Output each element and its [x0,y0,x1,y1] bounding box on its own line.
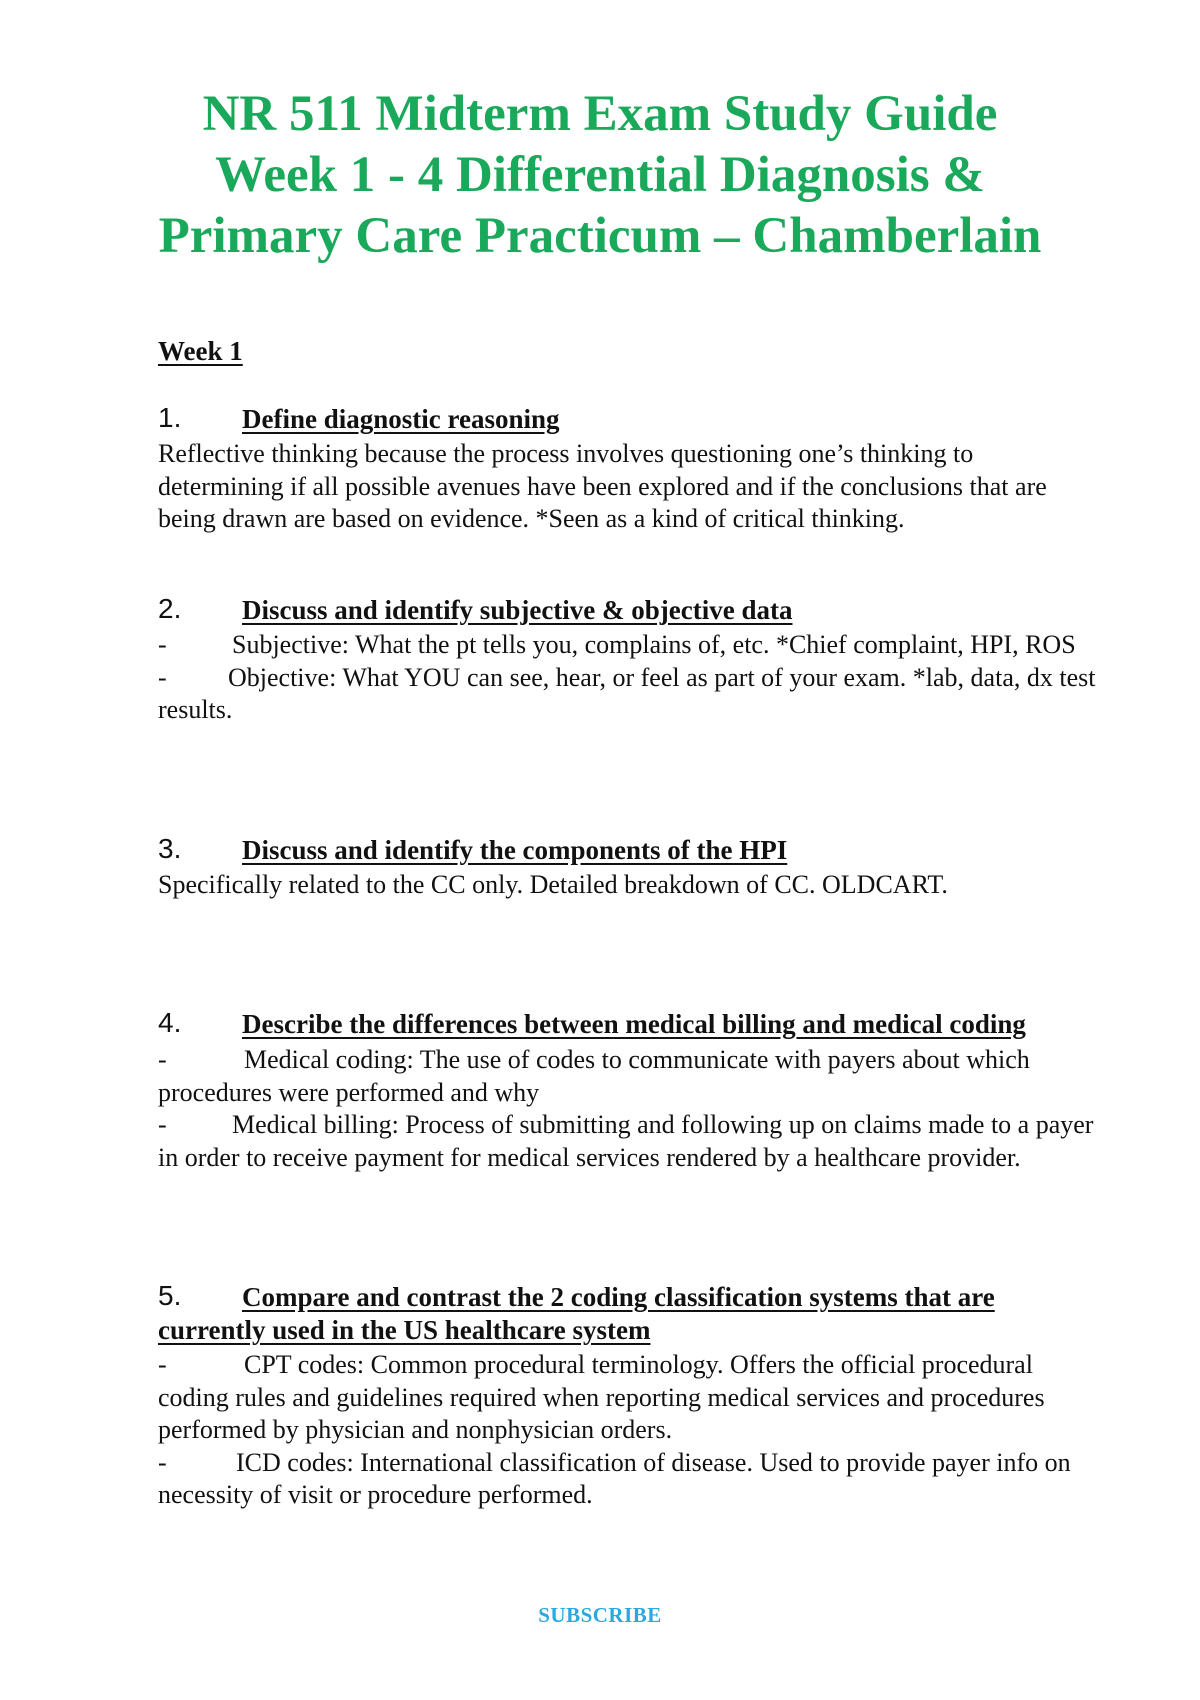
question-answer: Reflective thinking because the process involves questioning one’s thinking to determining if all possible avenues have been explored and if the conclusions that are being drawn are based on evidence. *Seen as a kind of critical thinking. [158,439,1047,533]
question-heading [158,1281,1102,1347]
bullet-text: CPT codes: Common procedural terminology. Offers the official procedural coding rules and guidelines required when reporting medical services and procedures performed by physician and nonphysician orders. [158,1350,1045,1444]
bullet-text: Medical coding: The use of codes to communicate with payers about which procedures were performed and why [158,1045,1030,1107]
bullet-text: Objective: What YOU can see, hear, or feel as part of your exam. *lab, data, dx test results. [158,662,1096,724]
question-4 [158,1008,1102,1174]
question-title: Describe the differences between medical billing and medical coding [242,1009,1026,1039]
bullet-item [158,662,1102,727]
title-line-1: NR 511 Midterm Exam Study Guide [202,86,998,142]
question-title: Define diagnostic reasoning [242,404,560,434]
title-line-2: Week 1 - 4 Differential Diagnosis & [215,147,985,203]
question-heading [158,403,1102,436]
question-1 [158,403,1102,536]
bullet-dash: - [158,1110,167,1139]
question-number: 4. [158,1007,182,1038]
bullet-item [158,1349,1102,1447]
bullet-text: Subjective: What the pt tells you, complains of, etc. *Chief complaint, HPI, ROS [232,630,1076,659]
question-heading [158,1008,1102,1041]
question-number: 5. [158,1280,182,1311]
question-heading [158,594,1102,627]
bullet-dash: - [158,630,167,659]
question-number: 1. [158,402,182,433]
bullet-item [158,1044,1102,1109]
subscribe-link[interactable]: SUBSCRIBE [538,1603,662,1627]
bullet-item [158,1109,1102,1174]
bullet-dash: - [158,1350,167,1379]
question-3 [158,834,1102,902]
question-number: 3. [158,833,182,864]
bullet-dash: - [158,1447,167,1477]
question-title: Discuss and identify the components of the HPI [242,835,788,865]
week-heading: Week 1 [158,336,243,366]
bullet-item [158,629,1102,662]
title-line-3: Primary Care Practicum – Chamberlain [158,208,1042,264]
question-heading [158,834,1102,867]
question-answer: Specifically related to the CC only. Detailed breakdown of CC. OLDCART. [158,870,948,899]
bullet-dash: - [158,662,167,692]
question-5 [158,1281,1102,1512]
bullet-dash: - [158,1045,167,1074]
question-number: 2. [158,593,182,624]
question-title: Discuss and identify subjective & objective data [242,595,793,625]
document-title [60,84,1140,267]
question-2 [158,594,1102,727]
bullet-item [158,1447,1102,1512]
bullet-text: Medical billing: Process of submitting and following up on claims made to a payer in order to receive payment for medical services rendered by a healthcare provider. [158,1110,1094,1172]
bullet-text: ICD codes: International classification of disease. Used to provide payer info on necessity of visit or procedure performed. [158,1447,1071,1509]
question-title: Compare and contrast the 2 coding classification systems that are currently used in the US healthcare system [158,1282,995,1345]
